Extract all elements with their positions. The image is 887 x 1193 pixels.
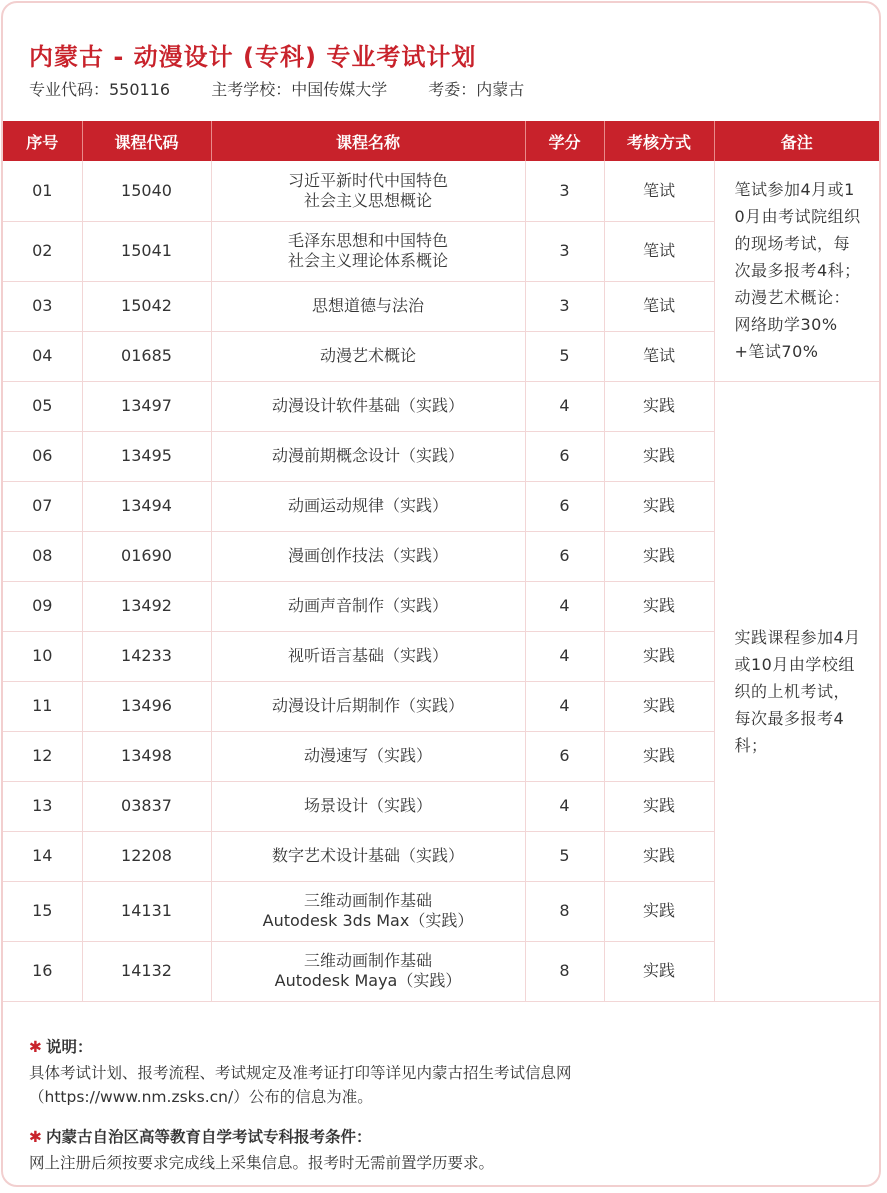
header-name: 课程名称 <box>211 121 525 161</box>
note-body-conditions: 网上注册后须按要求完成线上采集信息。报考时无需前置学历要求。 <box>29 1154 495 1172</box>
cell-code: 13496 <box>82 681 211 731</box>
cell-no: 13 <box>3 781 82 831</box>
cell-no: 15 <box>3 881 82 941</box>
cell-method: 实践 <box>604 581 714 631</box>
cell-course-name: 数字艺术设计基础（实践） <box>211 831 525 881</box>
cell-course-name: 思想道德与法治 <box>211 281 525 331</box>
cell-code: 14132 <box>82 941 211 1001</box>
cell-credit: 8 <box>525 881 604 941</box>
cell-no: 16 <box>3 941 82 1001</box>
cell-credit: 5 <box>525 831 604 881</box>
cell-code: 14131 <box>82 881 211 941</box>
cell-method: 笔试 <box>604 281 714 331</box>
cell-no: 08 <box>3 531 82 581</box>
cell-no: 11 <box>3 681 82 731</box>
cell-code: 15040 <box>82 161 211 221</box>
cell-course-name: 漫画创作技法（实践） <box>211 531 525 581</box>
cell-credit: 4 <box>525 681 604 731</box>
cell-code: 14233 <box>82 631 211 681</box>
header-no: 序号 <box>3 121 82 161</box>
cell-course-name: 视听语言基础（实践） <box>211 631 525 681</box>
cell-course-name: 动漫前期概念设计（实践） <box>211 431 525 481</box>
cell-method: 实践 <box>604 681 714 731</box>
cell-remark-practice: 实践课程参加4月或10月由学校组织的上机考试，每次最多报考4科； <box>714 381 879 1001</box>
cell-course-name: 动漫艺术概论 <box>211 331 525 381</box>
cell-method: 实践 <box>604 731 714 781</box>
cell-course-name: 毛泽东思想和中国特色 社会主义理论体系概论 <box>211 221 525 281</box>
notes-section <box>29 1035 849 1175</box>
table-row <box>3 381 879 431</box>
cell-method: 实践 <box>604 781 714 831</box>
cell-method: 实践 <box>604 531 714 581</box>
cell-course-name: 场景设计（实践） <box>211 781 525 831</box>
cell-method: 笔试 <box>604 161 714 221</box>
cell-credit: 8 <box>525 941 604 1001</box>
cell-remark-written: 笔试参加4月或10月由考试院组织的现场考试，每次最多报考4科；动漫艺术概论：网络助学30%+笔试70% <box>714 161 879 381</box>
cell-code: 13495 <box>82 431 211 481</box>
cell-no: 06 <box>3 431 82 481</box>
cell-no: 12 <box>3 731 82 781</box>
cell-code: 03837 <box>82 781 211 831</box>
exam-plan-card <box>1 1 881 1187</box>
cell-credit: 6 <box>525 531 604 581</box>
cell-credit: 3 <box>525 221 604 281</box>
header-remark: 备注 <box>714 121 879 161</box>
cell-method: 实践 <box>604 881 714 941</box>
cell-course-name: 动漫设计后期制作（实践） <box>211 681 525 731</box>
cell-credit: 6 <box>525 431 604 481</box>
cell-no: 02 <box>3 221 82 281</box>
cell-course-name: 动画运动规律（实践） <box>211 481 525 531</box>
header-method: 考核方式 <box>604 121 714 161</box>
cell-code: 01685 <box>82 331 211 381</box>
cell-code: 15042 <box>82 281 211 331</box>
cell-course-name: 习近平新时代中国特色 社会主义思想概论 <box>211 161 525 221</box>
header-code: 课程代码 <box>82 121 211 161</box>
cell-code: 13492 <box>82 581 211 631</box>
cell-no: 10 <box>3 631 82 681</box>
note-heading-conditions: ✱ 内蒙古自治区高等教育自学考试专科报考条件： <box>29 1128 372 1146</box>
course-table <box>3 121 879 1002</box>
cell-no: 14 <box>3 831 82 881</box>
cell-no: 04 <box>3 331 82 381</box>
cell-no: 05 <box>3 381 82 431</box>
cell-course-name: 动画声音制作（实践） <box>211 581 525 631</box>
cell-code: 13497 <box>82 381 211 431</box>
note-heading-explanation: ✱ 说明： <box>29 1038 93 1056</box>
cell-credit: 5 <box>525 331 604 381</box>
asterisk-icon: ✱ <box>29 1038 42 1056</box>
cell-course-name: 动漫速写（实践） <box>211 731 525 781</box>
cell-credit: 4 <box>525 581 604 631</box>
cell-method: 笔试 <box>604 221 714 281</box>
cell-credit: 6 <box>525 481 604 531</box>
cell-course-name: 动漫设计软件基础（实践） <box>211 381 525 431</box>
cell-no: 01 <box>3 161 82 221</box>
cell-course-name: 三维动画制作基础 Autodesk Maya（实践） <box>211 941 525 1001</box>
cell-method: 笔试 <box>604 331 714 381</box>
asterisk-icon: ✱ <box>29 1128 42 1146</box>
table-header-row <box>3 121 879 161</box>
header-credit: 学分 <box>525 121 604 161</box>
major-code: 专业代码：550116 <box>29 80 171 99</box>
cell-credit: 4 <box>525 631 604 681</box>
cell-no: 07 <box>3 481 82 531</box>
cell-method: 实践 <box>604 831 714 881</box>
cell-code: 13498 <box>82 731 211 781</box>
cell-method: 实践 <box>604 381 714 431</box>
cell-credit: 4 <box>525 381 604 431</box>
cell-method: 实践 <box>604 481 714 531</box>
exam-committee: 考委：内蒙古 <box>428 80 525 99</box>
cell-code: 13494 <box>82 481 211 531</box>
cell-credit: 3 <box>525 281 604 331</box>
cell-credit: 3 <box>525 161 604 221</box>
cell-no: 03 <box>3 281 82 331</box>
cell-course-name: 三维动画制作基础 Autodesk 3ds Max（实践） <box>211 881 525 941</box>
note-body-explanation: 具体考试计划、报考流程、考试规定及准考证打印等详见内蒙古招生考试信息网 （https://www.nm.zsks.cn/）公布的信息为准。 <box>29 1064 572 1106</box>
meta-line <box>29 77 560 100</box>
cell-code: 12208 <box>82 831 211 881</box>
cell-code: 15041 <box>82 221 211 281</box>
page-title: 内蒙古 - 动漫设计 (专科) 专业考试计划 <box>29 43 477 71</box>
cell-method: 实践 <box>604 941 714 1001</box>
cell-credit: 6 <box>525 731 604 781</box>
cell-method: 实践 <box>604 631 714 681</box>
host-school: 主考学校：中国传媒大学 <box>211 80 388 99</box>
cell-no: 09 <box>3 581 82 631</box>
cell-method: 实践 <box>604 431 714 481</box>
table-row <box>3 161 879 221</box>
cell-credit: 4 <box>525 781 604 831</box>
cell-code: 01690 <box>82 531 211 581</box>
